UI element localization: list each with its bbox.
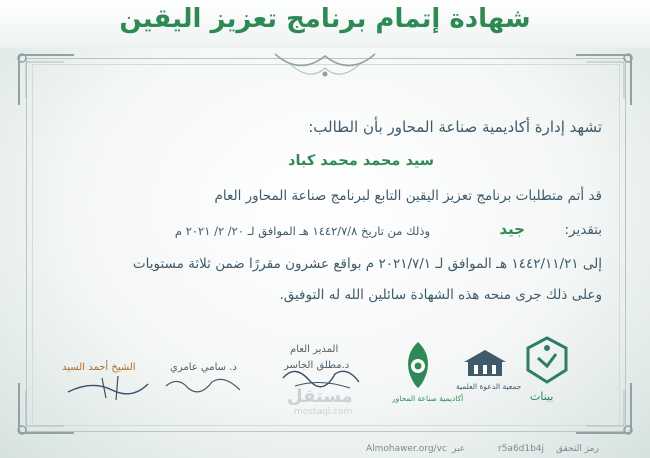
general-director-name: د.مطلق الجاسر bbox=[284, 360, 350, 371]
completion-line: قد أتم متطلبات برنامج تعزيز اليقين التابع لبرنامج صناعة المحاور العام bbox=[214, 188, 602, 204]
certificate-title: شهادة إتمام برنامج تعزيز اليقين bbox=[119, 4, 531, 34]
mostaql-watermark-sub: mostaql.com bbox=[294, 407, 353, 417]
bayenat-logo-text: بينات bbox=[530, 390, 554, 403]
closing-line: وعلى ذلك جرى منحه هذه الشهادة سائلين الله له التوفيق. bbox=[279, 287, 602, 303]
corner-ornament-top-left bbox=[14, 50, 84, 110]
website-label: عبر bbox=[452, 444, 466, 454]
sheikh-ahmad-name: الشيخ أحمد السيد bbox=[62, 362, 136, 373]
student-name: سيد محمد محمد كباد bbox=[288, 153, 434, 169]
verify-code: r5a6d1b4j bbox=[498, 444, 545, 454]
website-url: Almohawer.org/vc bbox=[366, 444, 447, 454]
corner-ornament-top-right bbox=[566, 50, 636, 110]
sheikh-ahmad-signature bbox=[62, 370, 152, 404]
date-range: وذلك من تاريخ ١٤٤٢/٧/٨ هـ الموافق لـ ٢٠/ ٢/ ٢٠٢١ م bbox=[174, 224, 430, 238]
grade-value: جيد bbox=[499, 220, 525, 238]
grade-label: بتقدير: bbox=[564, 222, 602, 238]
bayenat-logo-icon bbox=[524, 336, 570, 386]
scholars-logo-text: جمعية الدعوة العلمية bbox=[456, 382, 522, 391]
academy-logo-icon bbox=[393, 338, 443, 394]
duration-line: إلى ١٤٤٢/١١/٢١ هـ الموافق لـ ٢٠٢١/٧/١ م بواقع عشرون مقررًا ضمن ثلاثة مستويات bbox=[132, 256, 602, 272]
general-director-title: المدير العام bbox=[290, 344, 339, 355]
scholars-logo-icon bbox=[460, 346, 510, 380]
sami-amiri-signature bbox=[160, 372, 250, 402]
intro-text: تشهد إدارة أكاديمية صناعة المحاور بأن الطالب: bbox=[308, 118, 602, 136]
sami-amiri-name: د. سامي عامري bbox=[170, 362, 237, 373]
title-ornament bbox=[270, 46, 380, 86]
mostaql-watermark: مستقل bbox=[287, 386, 353, 407]
academy-logo-text: أكاديمية صناعة المحاور bbox=[392, 394, 464, 403]
verify-label: رمز التحقق bbox=[556, 444, 599, 454]
title-bar bbox=[0, 0, 650, 48]
corner-ornament-bottom-right bbox=[566, 378, 636, 438]
